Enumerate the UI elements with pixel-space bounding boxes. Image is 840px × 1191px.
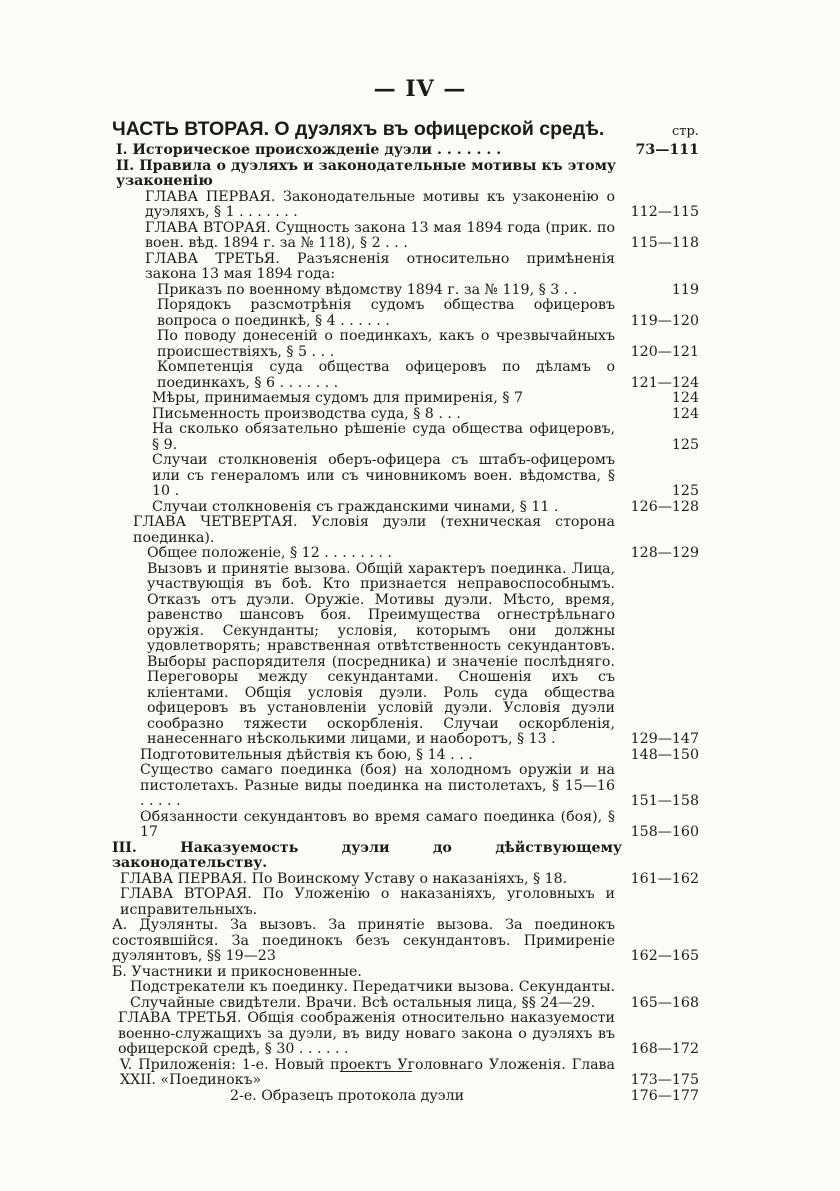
toc-entry: На сколько обязательно рѣшеніе суда общества офицеровъ, § 9. 125 [152, 421, 699, 453]
toc-entry: Подстрекатели къ поединку. Передатчики вызова. Секунданты. Случайные свидѣтели. Врачи. Всѣ остальныя лица, §§ 24—29. 165—168 [130, 979, 699, 1011]
toc-entry: ГЛАВА ПЕРВАЯ. По Воинскому Уставу о наказаніяхъ, § 18. 161—162 [120, 870, 699, 887]
toc-entry: Существо самаго поединка (боя) на холодномъ оружіи и на пистолетахъ. Разные виды поединка на пистолетахъ, § 15—16 . . . . . 151—158 [140, 762, 699, 809]
part-heading: ЧАСТЬ ВТОРАЯ. О дуэляхъ въ офицерской средѣ. [112, 118, 605, 140]
toc-entry: ГЛАВА ВТОРАЯ. Сущность закона 13 мая 1894 года (прик. по воен. вѣд. 1894 г. за № 118), § 2 . . . 115—118 [145, 219, 699, 251]
toc-entry: Подготовительныя дѣйствія къ бою, § 14 . . . 148—150 [140, 746, 699, 763]
toc-entry: По поводу донесеній о поединкахъ, какъ о чрезвычайныхъ происшествіяхъ, § 5 . . . 120—121 [157, 328, 699, 360]
toc-entry: 2-е. Образецъ протокола дуэли 176—177 [230, 1087, 699, 1104]
toc-entry: ГЛАВА ПЕРВАЯ. Законодательные мотивы къ узаконенію о дуэляхъ, § 1 . . . . . . . 112—115 [145, 188, 699, 220]
toc-entry: Случаи столкновенія оберъ-офицера съ штабъ-офицеромъ или съ генераломъ или съ чиновникомъ воен. вѣдомства, § 10 . 125 [152, 452, 699, 499]
end-rule [340, 1071, 412, 1072]
page-column-label: стр. [672, 124, 699, 139]
toc-entry: Обязанности секундантовъ во время самаго поединка (боя), § 17 158—160 [140, 808, 699, 840]
toc-entry: Случаи столкновенія съ гражданскими чинами, § 11 . 126—128 [152, 498, 699, 515]
toc-entry: ГЛАВА ЧЕТВЕРТАЯ. Условія дуэли (техническая сторона поединка). [133, 514, 615, 546]
toc-entry: ГЛАВА ТРЕТЬЯ. Разъясненія относительно примѣненія закона 13 мая 1894 года: [145, 250, 615, 282]
toc-entry: II. Правила о дуэляхъ и законодательные мотивы къ этому узаконенію [116, 157, 616, 189]
toc-entry: I. Историческое происхожденіе дуэли . . . . . . . 73—111 [116, 142, 699, 158]
toc-entry: ГЛАВА ВТОРАЯ. По Уложенію о наказаніяхъ, уголовныхъ и исправительныхъ. [120, 886, 615, 918]
toc-entry: V. Приложенія: 1-е. Новый проектъ Уголовнаго Уложенія. Глава XXII. «Поединокъ» 173—175 [120, 1056, 699, 1088]
toc-entry: Приказъ по военному вѣдомству 1894 г. за № 119, § 3 . . 119 [157, 281, 699, 298]
toc-entry: Б. Участники и прикосновенные. [112, 963, 362, 980]
toc-entry: Общее положеніе, § 12 . . . . . . . . 128—129 [147, 545, 699, 561]
toc-entry: Вызовъ и принятіе вызова. Общій характеръ поединка. Лица, участвующія въ боѣ. Кто признается неправоспособнымъ. Отказъ отъ дуэли. Оружіе. Мотивы дуэли. Мѣсто, время, равенство шансовъ боя. Преимущества огнестрѣльнаго оружія. Секунданты; условія, которымъ они должны удовлетворять; нравственная отвѣтственность секундантовъ. Выборы распорядителя (посредника) и значеніе послѣдняго. Переговоры между секундантами. Сношенія ихъ съ кліентами. Общія условія дуэли. Роль суда общества офицеровъ въ установленіи условій дуэли. Условія дуэли сообразно тяжести оскорбленія. Случаи оскорбленія, нанесеннаго нѣсколькими лицами, и наоборотъ, § 13 . 129—147 [147, 560, 699, 747]
toc-entry: А. Дуэлянты. За вызовъ. За принятіе вызова. За поединокъ состоявшійся. За поединокъ безъ секундантовъ. Примиреніе дуэлянтовъ, §§ 19—23 162—165 [112, 917, 699, 964]
table-of-contents [0, 143, 840, 1104]
toc-entry: ГЛАВА ТРЕТЬЯ. Общія соображенія относительно наказуемости военно-служащихъ за дуэли, въ виду новаго закона о дуэляхъ въ офицерской средѣ, § 30 . . . . . . 168—172 [118, 1010, 699, 1057]
toc-entry: Письменность производства суда, § 8 . . . 124 [152, 405, 699, 422]
toc-entry: Компетенція суда общества офицеровъ по дѣламъ о поединкахъ, § 6 . . . . . . . 121—124 [157, 359, 699, 391]
page-number: — IV — [373, 76, 467, 102]
toc-entry: III. Наказуемость дуэли до дѣйствующему законодательству. [112, 839, 622, 871]
toc-entry: Порядокъ разсмотрѣнія судомъ общества офицеровъ вопроса о поединкѣ, § 4 . . . . . . 119—120 [157, 297, 699, 329]
toc-entry: Мѣры, принимаемыя судомъ для примиренія, § 7 124 [152, 390, 699, 406]
